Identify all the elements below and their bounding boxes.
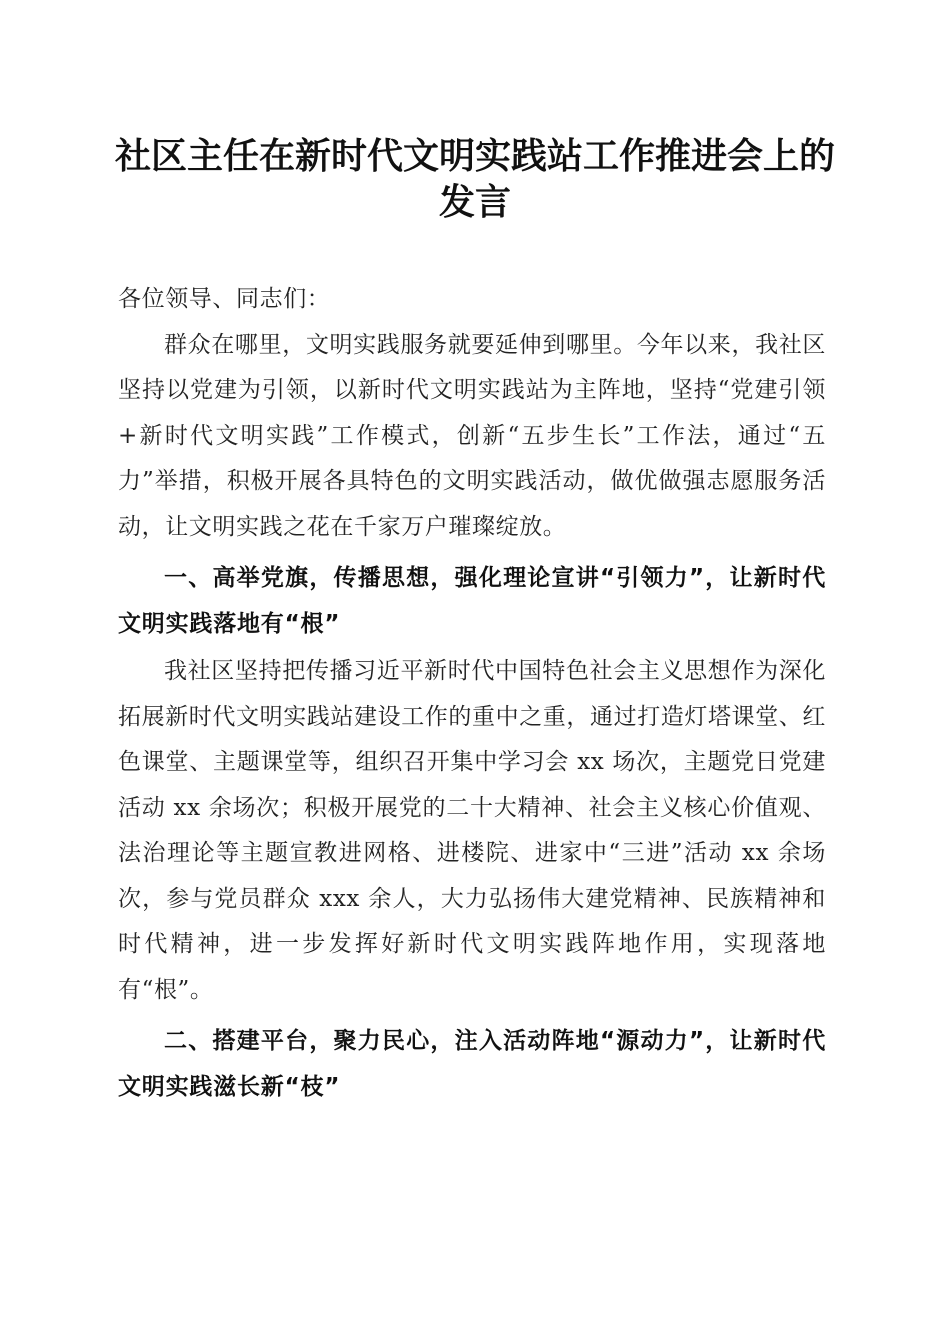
greeting: 各位领导、同志们： (118, 286, 331, 312)
document-title (100, 133, 850, 225)
intro-paragraph: 群众在哪里，文明实践服务就要延伸到哪里。今年以来，我社区坚持以党建为引领，以新时代文明实践站为主阵地，坚持“党建引领+新时代文明实践”工作模式，创新“五步生长”工作法，通过“五力”举措，积极开展各具特色的文明实践活动，做优做强志愿服务活动，让文明实践之花在千家万户璀璨绽放。 (118, 331, 826, 540)
section-1-body: 我社区坚持把传播习近平新时代中国特色社会主义思想作为深化拓展新时代文明实践站建设工作的重中之重，通过打造灯塔课堂、红色课堂、主题课堂等，组织召开集中学习会 xx 场次，主题党日党建活动 xx 余场次；积极开展党的二十大精神、社会主义核心价值观、法治理论等主题宣教进网格、进楼院、进家中“三进”活动 xx 余场次，参与党员群众 xxx 余人，大力弘扬伟大建党精神、民族精神和时代精神，进一步发挥好新时代文明实践阵地作用，实现落地有“根”。 (118, 658, 826, 1003)
section-2-heading: 二、搭建平台，聚力民心，注入活动阵地“源动力”，让新时代文明实践滋长新“枝” (118, 1028, 826, 1100)
section-1-heading: 一、高举党旗，传播思想，强化理论宣讲“引领力”，让新时代文明实践落地有“根” (118, 565, 826, 637)
title-line-2: 发言 (438, 181, 511, 223)
title-line-1: 社区主任在新时代文明实践站工作推进会上的 (114, 135, 835, 177)
document-body (118, 277, 826, 1112)
